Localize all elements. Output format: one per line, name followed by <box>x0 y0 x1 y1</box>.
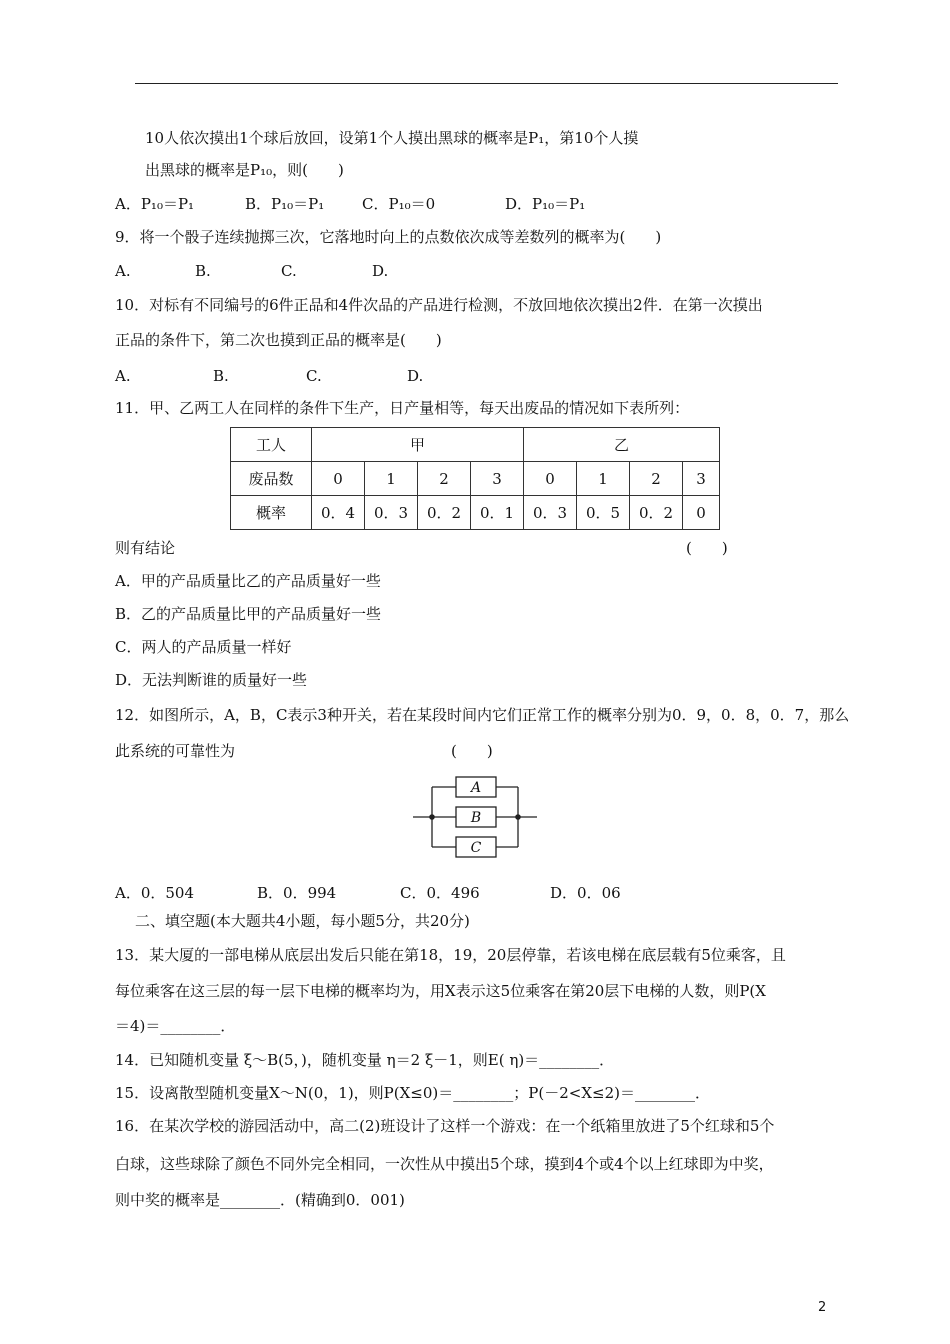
q8-option-b: B．P₁₀＝P₁ <box>245 195 325 213</box>
waste-table <box>230 427 720 530</box>
header-worker-a: 甲 <box>312 428 524 462</box>
q13-line3: ＝4)＝________． <box>115 1017 236 1035</box>
switch-a-label: A <box>470 780 482 796</box>
table-cell: 2 <box>418 462 471 496</box>
q11-paren: ( ) <box>686 539 728 557</box>
header-worker-b: 乙 <box>524 428 720 462</box>
table-cell: 0．2 <box>630 496 683 530</box>
junction-right <box>515 814 521 820</box>
q16-line1: 16．在某次学校的游园活动中，高二(2)班设计了这样一个游戏：在一个纸箱里放进了5个红球和5个 <box>115 1117 775 1135</box>
q10-option-a: A. <box>115 367 131 385</box>
junction-left <box>429 814 435 820</box>
table-cell: 1 <box>577 462 630 496</box>
q12-line1: 12．如图所示，A，B，C表示3种开关，若在某段时间内它们正常工作的概率分别为0．9，0．8，0．7，那么 <box>115 706 850 724</box>
q10-line2: 正品的条件下，第二次也摸到正品的概率是( ) <box>115 331 442 349</box>
q14-text: 14．已知随机变量 ξ～B(5，)，随机变量 η＝2 ξ－1，则E( η)＝________． <box>115 1051 615 1069</box>
table-cell: 2 <box>630 462 683 496</box>
circuit-diagram <box>410 770 540 860</box>
table-cell: 0．2 <box>418 496 471 530</box>
q10-line1: 10．对标有不同编号的6件正品和4件次品的产品进行检测，不放回地依次摸出2件．在第一次摸出 <box>115 296 763 314</box>
waste-label: 废品数 <box>231 462 312 496</box>
switch-b-label: B <box>470 810 482 826</box>
q11-option-a: A．甲的产品质量比乙的产品质量好一些 <box>115 572 381 590</box>
q9-option-c: C. <box>281 262 297 280</box>
table-cell: 0 <box>312 462 365 496</box>
q9-text: 9．将一个骰子连续抛掷三次，它落地时向上的点数依次成等差数列的概率为( ) <box>115 228 662 246</box>
table-row <box>231 496 720 530</box>
q12-option-d: D．0．06 <box>550 884 621 902</box>
section-2-title: 二、填空题(本大题共4小题，每小题5分，共20分) <box>135 912 470 930</box>
q11-option-d: D．无法判断谁的质量好一些 <box>115 671 308 689</box>
table-cell: 3 <box>683 462 720 496</box>
q13-line2: 每位乘客在这三层的每一层下电梯的概率均为，用X表示这5位乘客在第20层下电梯的人数，则P(X <box>115 982 766 1000</box>
q11-option-c: C．两人的产品质量一样好 <box>115 638 292 656</box>
q16-line3: 则中奖的概率是________．(精确到0．001) <box>115 1191 405 1209</box>
q12-paren: ( ) <box>451 742 493 760</box>
q10-option-c: C. <box>306 367 322 385</box>
header-worker: 工人 <box>231 428 312 462</box>
q12-option-b: B．0．994 <box>257 884 337 902</box>
table-cell: 0．1 <box>471 496 524 530</box>
table-cell: 0 <box>683 496 720 530</box>
table-cell: 1 <box>365 462 418 496</box>
q9-option-d: D. <box>372 262 389 280</box>
prob-label: 概率 <box>231 496 312 530</box>
table-row <box>231 462 720 496</box>
q9-option-a: A. <box>115 262 131 280</box>
table-cell: 0．5 <box>577 496 630 530</box>
q10-option-b: B. <box>213 367 229 385</box>
q13-line1: 13．某大厦的一部电梯从底层出发后只能在第18，19，20层停靠，若该电梯在底层载有5位乘客，且 <box>115 946 786 964</box>
q12-option-c: C．0．496 <box>400 884 480 902</box>
q11-text: 11．甲、乙两工人在同样的条件下生产，日产量相等，每天出废品的情况如下表所列： <box>115 399 690 417</box>
table-cell: 0．3 <box>524 496 577 530</box>
q15-text: 15．设离散型随机变量X～N(0，1)，则P(X≤0)＝________；P(－2<X≤2)＝________． <box>115 1084 710 1102</box>
table-cell: 0．4 <box>312 496 365 530</box>
q11-option-b: B．乙的产品质量比甲的产品质量好一些 <box>115 605 382 623</box>
table-cell: 0．3 <box>365 496 418 530</box>
q10-option-d: D. <box>407 367 424 385</box>
q9-option-b: B. <box>195 262 211 280</box>
q8-option-c: C．P₁₀＝0 <box>362 195 436 213</box>
q8-option-a: A．P₁₀＝P₁ <box>115 195 195 213</box>
q11-conclusion: 则有结论 <box>115 539 176 557</box>
q8-line2: 出黑球的概率是P₁₀，则( ) <box>145 161 344 179</box>
q12-option-a: A．0．504 <box>115 884 195 902</box>
header-rule <box>135 83 838 84</box>
table-cell: 0 <box>524 462 577 496</box>
q8-option-d: D．P₁₀＝P₁ <box>505 195 586 213</box>
q16-line2: 白球，这些球除了颜色不同外完全相同，一次性从中摸出5个球，摸到4个或4个以上红球即为中奖， <box>115 1155 774 1173</box>
q12-line2: 此系统的可靠性为 <box>115 742 236 760</box>
page-number: 2 <box>818 1300 827 1315</box>
switch-c-label: C <box>470 840 482 856</box>
table-row <box>231 428 720 462</box>
q8-line1: 10人依次摸出1个球后放回，设第1个人摸出黑球的概率是P₁，第10个人摸 <box>145 129 639 147</box>
table-cell: 3 <box>471 462 524 496</box>
